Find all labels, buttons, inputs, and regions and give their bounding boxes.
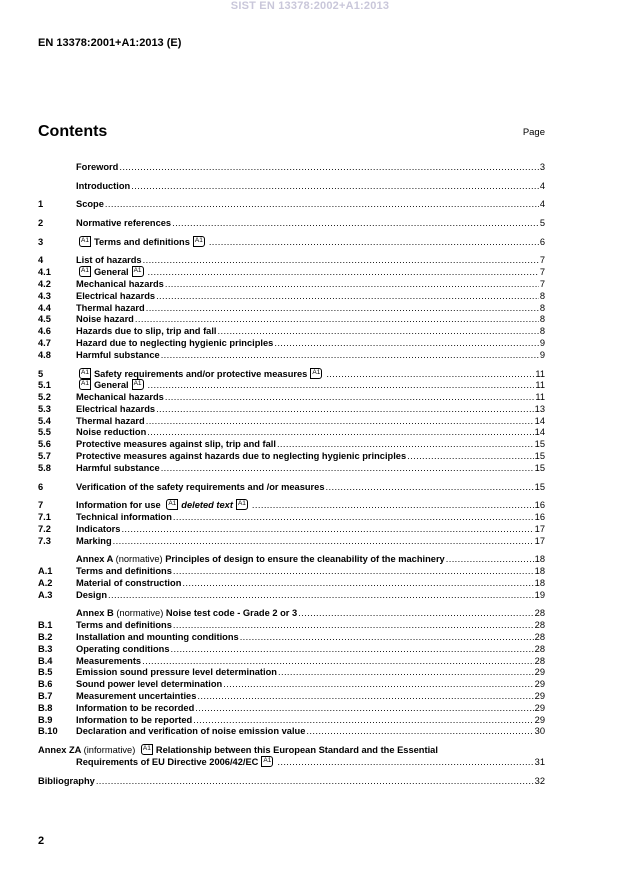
toc-entry-title	[76, 451, 406, 463]
toc-entry-number: 4.4	[38, 302, 51, 313]
dot-leader	[446, 554, 534, 566]
annex-type-note: (informative)	[83, 745, 136, 756]
toc-entry-title-text: Thermal hazard	[76, 415, 145, 426]
toc-entry-number: 7.1	[38, 512, 51, 523]
toc-entry-page: 18	[534, 566, 545, 577]
toc-entry-page: 8	[539, 302, 545, 313]
toc-entry[interactable]	[38, 380, 545, 392]
toc-entry-title-text: Hazard due to neglecting hygienic principles	[76, 338, 274, 349]
toc-entry[interactable]	[38, 392, 545, 404]
toc-entry-number: B.9	[38, 714, 53, 725]
toc-entry[interactable]	[38, 303, 545, 315]
dot-leader	[223, 679, 533, 691]
toc-entry[interactable]	[38, 554, 545, 566]
watermark: SIST EN 13378:2002+A1:2013	[230, 0, 390, 12]
dot-leader	[171, 644, 534, 656]
toc-entry-title	[76, 524, 120, 536]
toc-entry-title-text: Terms and definitions	[93, 236, 190, 247]
toc-entry-title-text: Noise reduction	[76, 427, 147, 438]
toc-entry-title	[76, 656, 141, 668]
toc-entry-title	[76, 338, 273, 350]
toc-entry[interactable]	[38, 500, 545, 512]
toc-entry-title	[76, 404, 155, 416]
toc-entry-title-text: Material of construction	[76, 577, 182, 588]
amendment-end-marker: A1	[132, 266, 144, 277]
amendment-end-marker: A1	[193, 236, 205, 247]
toc-entry-page: 11	[535, 380, 545, 391]
toc-entry-title-text: Terms and definitions	[76, 620, 172, 631]
toc-entry-title	[76, 199, 104, 211]
dot-leader	[218, 326, 539, 338]
toc-entry-page: 28	[534, 643, 545, 654]
toc-entry-page: 11	[535, 392, 545, 403]
toc-entry[interactable]	[38, 267, 545, 279]
toc-entry-page: 15	[534, 481, 545, 492]
toc-entry-title	[76, 566, 172, 578]
toc-entry-page: 18	[534, 577, 545, 588]
toc-entry-number: 5.7	[38, 451, 51, 462]
toc-entry-title-text: Electrical hazards	[76, 403, 156, 414]
amendment-end-marker: A1	[132, 379, 144, 390]
dot-leader	[407, 451, 534, 463]
toc-entry-title-text: Foreword	[76, 162, 119, 172]
toc-entry-bibliography[interactable]	[38, 776, 545, 788]
dot-leader	[105, 199, 539, 211]
toc-entry-title	[76, 427, 146, 439]
toc-entry[interactable]	[38, 218, 545, 230]
toc-entry-number: B.5	[38, 667, 53, 678]
toc-entry[interactable]	[38, 451, 545, 463]
dot-leader	[142, 656, 534, 668]
toc-entry-number: 2	[38, 218, 44, 229]
toc-entry-page: 7	[539, 267, 545, 278]
toc-entry[interactable]	[38, 463, 545, 475]
toc-entry[interactable]	[38, 416, 545, 428]
toc-entry-page: 9	[539, 338, 545, 349]
dot-leader	[326, 482, 534, 494]
amendment-start-marker: A1	[141, 744, 153, 755]
toc-entry-title	[76, 326, 217, 338]
dot-leader	[197, 691, 533, 703]
toc-entry-title-text: Thermal hazard	[76, 302, 145, 313]
amendment-start-marker: A1	[79, 266, 91, 277]
toc-entry-number: B.10	[38, 726, 58, 737]
amendment-start-marker: A1	[79, 379, 91, 390]
toc-entry-title-text: Terms and definitions	[76, 566, 172, 577]
toc-entry-page: 5	[539, 218, 545, 229]
toc-entry-title	[76, 620, 172, 632]
dot-leader	[156, 404, 534, 416]
dot-leader	[121, 524, 533, 536]
toc-entry-number: 4.2	[38, 279, 51, 290]
page-title: Contents	[38, 123, 108, 140]
dot-leader	[172, 218, 539, 230]
toc-entry[interactable]	[38, 255, 545, 267]
dot-leader	[148, 380, 535, 392]
toc-entry-title-text: General	[93, 380, 129, 391]
annex-label: Annex ZA	[38, 745, 82, 756]
toc-entry[interactable]	[38, 369, 545, 381]
toc-entry-number: 5.5	[38, 427, 51, 438]
toc-entry-page: 28	[534, 620, 545, 631]
toc-entry-page: 14	[534, 427, 545, 438]
toc-entry-number: 5.4	[38, 415, 51, 426]
toc-entry-page: 29	[534, 667, 545, 678]
toc-entry-title	[76, 237, 208, 249]
toc-entry-number: 4.7	[38, 338, 51, 349]
toc-entry-title-text: General	[93, 267, 129, 278]
toc-entry-title	[76, 350, 160, 362]
dot-leader	[165, 392, 535, 404]
toc-entry-title	[76, 267, 147, 279]
toc-entry-number: B.3	[38, 643, 53, 654]
toc-entry-page: 31	[534, 756, 545, 767]
table-of-contents	[38, 162, 545, 787]
toc-entry-page: 8	[539, 326, 545, 337]
toc-entry-title	[76, 703, 194, 715]
toc-entry-title	[76, 512, 172, 524]
annex-type-note: (normative)	[115, 554, 163, 565]
toc-entry-page: 18	[534, 554, 545, 565]
toc-entry-title-text: Scope	[76, 199, 104, 210]
amendment-start-marker: A1	[79, 368, 91, 379]
toc-entry-title	[76, 554, 445, 566]
toc-entry-title-text: Noise hazard	[76, 314, 134, 325]
toc-entry-page: 29	[534, 714, 545, 725]
toc-entry-number: 4.5	[38, 314, 51, 325]
toc-entry-title	[76, 218, 171, 230]
toc-entry-number: 5.8	[38, 462, 51, 473]
toc-entry-page: 30	[534, 726, 545, 737]
document-id: EN 13378:2001+A1:2013 (E)	[38, 37, 182, 49]
amendment-start-marker: A1	[166, 499, 178, 510]
toc-entry-number: B.4	[38, 655, 53, 666]
toc-entry[interactable]	[38, 726, 545, 738]
dot-leader	[277, 439, 534, 451]
toc-entry-number: 4.1	[38, 267, 51, 278]
toc-entry[interactable]	[38, 524, 545, 536]
toc-entry[interactable]	[38, 644, 545, 656]
dot-leader	[182, 578, 533, 590]
amendment-end-marker: A1	[236, 499, 248, 510]
toc-entry-title-text: Introduction	[76, 180, 131, 191]
dot-leader	[113, 536, 534, 548]
toc-entry-number: 5.6	[38, 439, 51, 450]
toc-entry-page: 14	[534, 415, 545, 426]
annex-title: Noise test code - Grade 2 or 3	[165, 608, 298, 619]
toc-entry-page: 32	[534, 775, 545, 786]
toc-entry-title: Bibliography	[38, 775, 95, 786]
toc-entry-number: 1	[38, 199, 44, 210]
toc-entry-annex-za[interactable]	[38, 745, 545, 757]
toc-entry-page: 16	[534, 500, 545, 511]
amendment-start-marker: A1	[79, 236, 91, 247]
amendment-end-marker: A1	[310, 368, 322, 379]
toc-entry[interactable]	[38, 667, 545, 679]
toc-entry-title-text: Mechanical hazards	[76, 279, 164, 290]
toc-entry-title	[76, 608, 297, 620]
toc-entry-page: 7	[539, 255, 545, 266]
toc-entry-title-text: Sound power level determination	[76, 679, 223, 690]
toc-entry-page: 15	[534, 439, 545, 450]
toc-entry-title	[76, 644, 170, 656]
toc-entry-title	[76, 380, 147, 392]
toc-entry-title	[76, 416, 145, 428]
toc-entry[interactable]	[38, 279, 545, 291]
dot-leader	[252, 500, 534, 512]
deleted-text-note: deleted text	[181, 500, 233, 511]
toc-entry-title-text: Safety requirements and/or protective measures	[93, 368, 308, 379]
toc-entry-title-text: Hazards due to slip, trip and fall	[76, 326, 217, 337]
toc-entry-title-text: Technical information	[76, 512, 172, 523]
toc-entry-title	[76, 500, 251, 512]
toc-entry-title-text: Information to be recorded	[76, 702, 195, 713]
toc-entry-title	[76, 536, 112, 548]
toc-entry-page: 8	[539, 290, 545, 301]
toc-entry[interactable]	[38, 181, 545, 193]
toc-entry-title-text: Emission sound pressure level determination	[76, 667, 277, 678]
toc-entry-page: 17	[534, 523, 545, 534]
dot-leader	[147, 427, 533, 439]
dot-leader	[96, 776, 534, 788]
dot-leader	[161, 463, 534, 475]
dot-leader	[298, 608, 534, 620]
toc-entry[interactable]	[38, 314, 545, 326]
toc-entry-title-text: Protective measures against slip, trip and fall	[76, 439, 276, 450]
toc-entry-title-text: Annex B	[76, 608, 114, 619]
toc-entry[interactable]	[38, 326, 545, 338]
dot-leader	[173, 620, 534, 632]
toc-entry-page: 8	[539, 314, 545, 325]
toc-entry-title-text: Mechanical hazards	[76, 392, 164, 403]
dot-leader	[209, 237, 539, 249]
toc-entry-number: B.8	[38, 702, 53, 713]
toc-entry-title	[76, 181, 130, 193]
dot-leader	[306, 726, 533, 738]
annex-title-line2: Requirements of EU Directive 2006/42/EC	[76, 756, 259, 767]
toc-entry-page: 28	[534, 632, 545, 642]
toc-entry-title	[76, 303, 145, 315]
annex-type-note: (normative)	[116, 608, 164, 619]
toc-entry-title	[76, 463, 160, 475]
toc-entry-number: 7	[38, 500, 44, 511]
toc-entry-title	[76, 726, 305, 738]
toc-entry[interactable]	[38, 608, 545, 620]
toc-entry-number: 5	[38, 368, 44, 379]
page-column-label: Page	[522, 127, 545, 138]
dot-leader	[146, 303, 539, 315]
dot-leader	[326, 369, 534, 381]
toc-entry[interactable]	[38, 691, 545, 703]
dot-leader	[119, 162, 538, 174]
toc-entry-title	[38, 745, 438, 757]
toc-entry-page: 29	[534, 702, 545, 713]
annex-title-line1: Relationship between this European Standard and the Essential	[155, 745, 438, 756]
toc-entry-number: 5.2	[38, 392, 51, 403]
toc-entry-title	[76, 632, 239, 644]
dot-leader	[173, 566, 534, 578]
toc-entry[interactable]	[38, 291, 545, 303]
toc-entry[interactable]	[38, 590, 545, 602]
amendment-end-marker: A1	[261, 756, 273, 767]
toc-entry[interactable]	[38, 439, 545, 451]
dot-leader	[165, 279, 539, 291]
toc-entry-page: 6	[539, 236, 545, 247]
toc-entry-page: 15	[534, 462, 545, 473]
toc-entry-title-text: Design	[76, 589, 107, 600]
toc-entry-title-text: Information to be reported	[76, 714, 193, 725]
toc-entry-number: B.6	[38, 679, 53, 690]
toc-entry[interactable]	[38, 632, 545, 644]
toc-entry[interactable]	[38, 715, 545, 727]
toc-entry[interactable]	[38, 656, 545, 668]
toc-entry-number: 6	[38, 481, 44, 492]
dot-leader	[193, 715, 533, 727]
toc-entry[interactable]	[38, 679, 545, 691]
toc-entry-page: 4	[539, 199, 545, 210]
toc-entry-title-text: Protective measures against hazards due to neglecting hygienic principles	[76, 451, 407, 462]
toc-entry-title-text: Normative references	[76, 218, 172, 229]
toc-entry[interactable]	[38, 703, 545, 715]
dot-leader	[108, 590, 534, 602]
toc-entry-title	[76, 279, 164, 291]
toc-entry-page: 11	[535, 368, 545, 379]
toc-entry-number: B.1	[38, 620, 53, 631]
toc-entry-title-text: Information for use	[76, 500, 161, 511]
toc-entry-annex-za-continued[interactable]	[38, 757, 545, 769]
toc-entry-number: 4.6	[38, 326, 51, 337]
toc-entry-title-text: Harmful substance	[76, 462, 160, 473]
toc-entry-title	[76, 482, 325, 494]
toc-entry-title	[76, 590, 107, 602]
toc-entry-page: 28	[534, 655, 545, 666]
toc-entry-title	[76, 392, 164, 404]
toc-entry-title	[76, 439, 276, 451]
dot-leader	[173, 512, 534, 524]
toc-entry-page: 4	[539, 180, 545, 191]
dot-leader	[278, 667, 534, 679]
toc-entry-title-text: Electrical hazards	[76, 290, 156, 301]
toc-entry-page: 17	[534, 535, 545, 546]
dot-leader	[240, 632, 534, 644]
toc-entry-number: 5.1	[38, 380, 51, 391]
toc-entry-title-text: Measurements	[76, 655, 142, 666]
toc-entry[interactable]	[38, 427, 545, 439]
page-number: 2	[38, 835, 45, 847]
toc-entry-number: B.2	[38, 632, 53, 642]
dot-leader	[131, 181, 539, 193]
toc-entry-page: 7	[539, 279, 545, 290]
toc-entry-title-text: List of hazards	[76, 255, 142, 266]
toc-entry-page: 15	[534, 451, 545, 462]
toc-entry-title	[76, 578, 181, 590]
toc-entry-number: 5.3	[38, 403, 51, 414]
toc-entry-title	[76, 314, 134, 326]
toc-entry-title-text: Marking	[76, 535, 112, 546]
toc-entry[interactable]	[38, 512, 545, 524]
toc-entry[interactable]	[38, 199, 545, 211]
toc-entry-number: A.1	[38, 566, 53, 577]
toc-entry-page: 3	[539, 162, 545, 172]
toc-entry-number: A.2	[38, 577, 53, 588]
toc-entry-title	[76, 291, 155, 303]
toc-entry-title-text: Declaration and verification of noise emission value	[76, 726, 306, 737]
toc-entry-title	[76, 757, 276, 769]
toc-entry[interactable]	[38, 620, 545, 632]
dot-leader	[143, 255, 539, 267]
toc-entry-title-text: Annex A	[76, 554, 114, 565]
toc-entry-title-text: Installation and mounting conditions	[76, 632, 239, 642]
toc-entry[interactable]	[38, 482, 545, 494]
toc-entry[interactable]	[38, 350, 545, 362]
toc-entry-page: 9	[539, 349, 545, 360]
toc-entry-page: 29	[534, 679, 545, 690]
toc-entry[interactable]	[38, 338, 545, 350]
toc-entry-title-text: Harmful substance	[76, 349, 160, 360]
toc-entry-page: 28	[534, 608, 545, 619]
dot-leader	[195, 703, 533, 715]
dot-leader	[146, 416, 534, 428]
dot-leader	[274, 338, 538, 350]
toc-entry-title-text: Verification of the safety requirements and /or measures	[76, 481, 325, 492]
toc-entry[interactable]	[38, 578, 545, 590]
toc-entry-number: 7.3	[38, 535, 51, 546]
toc-entry-title-text: Operating conditions	[76, 643, 170, 654]
toc-entry[interactable]	[38, 536, 545, 548]
toc-entry[interactable]	[38, 404, 545, 416]
toc-entry-title	[76, 679, 222, 691]
toc-entry-title-text: Indicators	[76, 523, 121, 534]
toc-entry-number: 7.2	[38, 523, 51, 534]
toc-entry-number: 3	[38, 236, 44, 247]
toc-entry-title	[76, 691, 196, 703]
dot-leader	[148, 267, 539, 279]
dot-leader	[156, 291, 539, 303]
toc-entry-number: 4.8	[38, 349, 51, 360]
annex-title: Principles of design to ensure the cleanability of the machinery	[165, 554, 445, 565]
dot-leader	[135, 314, 539, 326]
toc-entry-title	[76, 369, 325, 381]
toc-entry[interactable]	[38, 162, 545, 174]
toc-entry-number: A.3	[38, 589, 53, 600]
toc-entry[interactable]	[38, 566, 545, 578]
dot-leader	[161, 350, 539, 362]
toc-entry-title	[76, 162, 118, 174]
toc-entry-number: 4.3	[38, 290, 51, 301]
toc-entry-page: 19	[534, 589, 545, 600]
toc-entry-page: 13	[534, 403, 545, 414]
toc-entry-number: 4	[38, 255, 44, 266]
toc-entry-page: 29	[534, 690, 545, 701]
toc-entry-title	[76, 667, 277, 679]
toc-entry-page: 16	[534, 512, 545, 523]
toc-entry[interactable]	[38, 237, 545, 249]
dot-leader	[277, 757, 533, 769]
toc-entry-number: B.7	[38, 690, 53, 701]
toc-entry-title	[76, 715, 192, 727]
toc-entry-title-text: Measurement uncertainties	[76, 690, 197, 701]
